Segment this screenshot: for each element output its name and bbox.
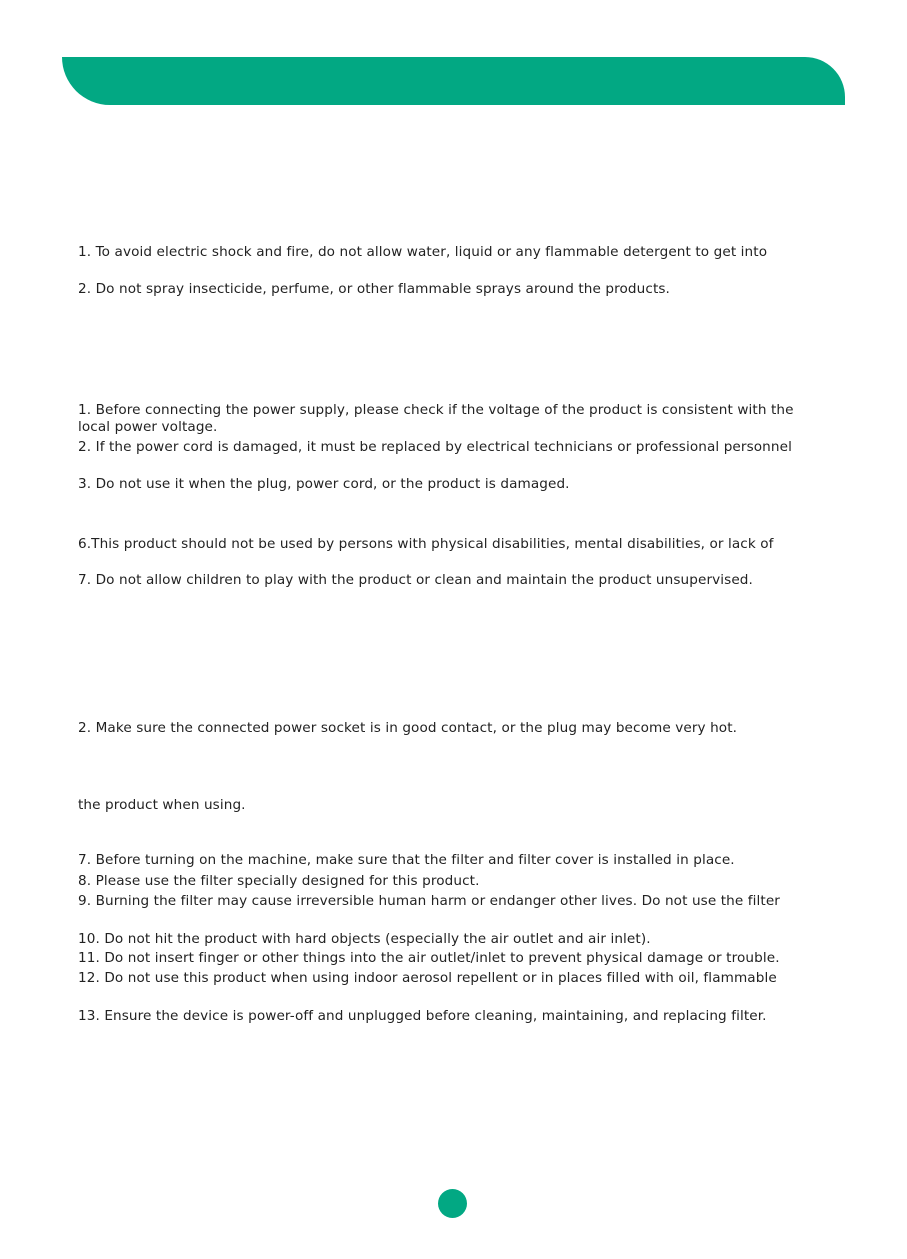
header-band [62,57,845,105]
safety-line: 1. Before connecting the power supply, please check if the voltage of the product is consistent with the [78,402,794,418]
safety-line: 2. Do not spray insecticide, perfume, or other flammable sprays around the products. [78,281,670,297]
safety-line: 3. Do not use it when the plug, power cord, or the product is damaged. [78,476,570,492]
safety-line: 2. If the power cord is damaged, it must be replaced by electrical technicians or professional personnel [78,439,792,455]
safety-line: 1. To avoid electric shock and fire, do not allow water, liquid or any flammable detergent to get into [78,244,768,260]
page-number-dot [438,1189,467,1218]
safety-line: 13. Ensure the device is power-off and unplugged before cleaning, maintaining, and replacing filter. [78,1008,767,1024]
safety-line: 9. Burning the filter may cause irreversible human harm or endanger other lives. Do not use the filter [78,893,780,909]
safety-line: 8. Please use the filter specially designed for this product. [78,873,480,889]
safety-line: 6.This product should not be used by persons with physical disabilities, mental disabilities, or lack of [78,536,774,552]
safety-line: 7. Before turning on the machine, make sure that the filter and filter cover is installed in place. [78,852,735,868]
safety-line: 2. Make sure the connected power socket is in good contact, or the plug may become very hot. [78,720,738,736]
safety-line: 12. Do not use this product when using indoor aerosol repellent or in places filled with oil, flammable [78,970,777,986]
safety-line: 10. Do not hit the product with hard objects (especially the air outlet and air inlet). [78,931,651,947]
safety-line: local power voltage. [78,419,218,435]
safety-line: the product when using. [78,797,246,813]
safety-line: 11. Do not insert finger or other things into the air outlet/inlet to prevent physical damage or trouble. [78,950,780,966]
safety-line: 7. Do not allow children to play with the product or clean and maintain the product unsupervised. [78,572,753,588]
